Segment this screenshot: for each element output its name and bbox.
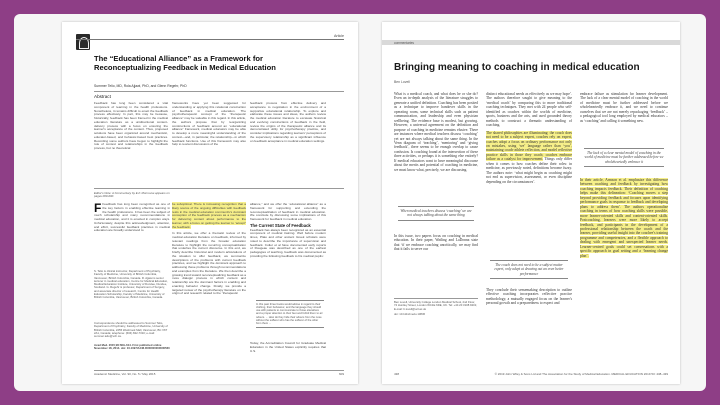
body-column-2-mid: Things only differ when it comes to how coaches define their roles: in medicine, as previously noted, definitions become fuzzy. The authors note: ‘what might begin as coaching might not end as supervision, assessment, or even discipline depending on the circumstances’. (486, 157, 572, 184)
doi: doi: 10.1111/medu.13836 (394, 312, 426, 317)
footer-page-number: 438 (394, 372, 400, 376)
footer-journal: Academic Medicine, Vol. 90, No. 5 / May 2015 (94, 372, 156, 376)
article-authors: Summer Telio, MD, Rola Ajjawi, PhD, and Glenn Regehr, PhD (94, 84, 187, 88)
body-column-2-text: distinct educational needs as effectively as we may hope’. The authors therefore sought to give meaning to the ‘medical coach’ by comparing this to more traditional coaching techniques. They met with 24 people who self-identified as coaches within the worlds of medicine, sports, business and the arts, and used grounded theory methods to construct a thematic understanding of coaching. (486, 92, 572, 128)
header-rule (76, 39, 344, 40)
correspondence (394, 298, 478, 317)
article-title: Bringing meaning to coaching in medical education (394, 62, 640, 73)
block-quote: In this past three books would advise in regard to their clothing, their behaviour, and the language they should use with patients to communicate to those elsewhere and a proper attention to their feet and forbid them to air odours. ... How do they hide their odours from the nose without the sufferer who has the sufferer of the other from them ... (256, 300, 324, 328)
body-column-2-text: In this article, we offer a thematic review of the medical education literature on feedback, informed by relevant readings from the broader education literature to highlight the recurring conceptualization that underlies the current discourse. In this end, we briefly describe historical and modern articulations of the situation to offer feedback, we summarize descriptions of the problems with current feedback practices, and we highlight the dominant approach to addressing these problems through recommendations and examples from the literature. We then describe a growing trend toward reconceptualizing feedback as a more dialogic process in which content and relationship are the dominant factors in enabling and enacting behavior change. Finally, we provide a targeted review of the psychotherapy literature on the origin of and research related to the “therapeutic (172, 231, 246, 296)
citation-info: Acad Med. 2015;90:609–614. First published online November 18, 2014. doi: 10.1097/ACM.0000000000000560 (94, 343, 170, 351)
highlighted-passage: be suboptimal. There is increasing recognition that a likely source of the ongoing difficulties with feedback rests in the medical education community's dominant conception of the feedback process as a mechanism for delivering content about performance to the learner, with a focus on getting the learner to “accept” the feedback. (172, 202, 246, 229)
highlighted-passage: In their article, Armson et al. emphasize this difference between coaching and feedback by investigating how coaching impacts feedback. Their definition of coaching helps make this delineation: ‘Coaching moves a step beyond providing feedback and focuses upon identifying performance goals in response to feedback and developing plans to address them’. The authors operationalize coaching in terms of how coaching skills were possible, more learner-oriented skills and content-oriented skills. Postcoaching, learners were more likely to accept feedback, and participants in the development of a professional relationship between the coach and the learner, providing useful insight into the coachee's training programme and competencies, and a flexible approach to dealing with emergent and unexpected learner needs. Learner-centred goals could set conversations with a specific approach in goal setting and a ‘learning change plan’. (580, 178, 668, 258)
journal-logo-icon (76, 34, 90, 50)
body-column-3: embrace failure as stimulation for learner development. The lack of a clear mental model of coaching in the world of medicine must be further addressed before we wholeheartedly embrace it, and we need to continue ourselves that we are not merely repackaging ‘feedback’ – a pedagogical tool long employed by medical educators – as ‘coaching’ and calling it something new. (580, 92, 668, 123)
slide-frame (14, 14, 706, 391)
divider (94, 91, 344, 92)
divider (94, 188, 344, 189)
abstract-column-2: frameworks have yet been suggested for understanding or applying this relational construction of feedback in medical education. The psychotherapeutic concept of the “therapeutic alliance” may be valuable in this regard. In this article, the authors propose that by reorganizing constructions of feedback around an “educational alliance” framework, medical educators may be able to develop a more meaningful understanding of the context—and, in particular, the relationship—in which feedback functions. Use of this framework may also help to reorient discussions of the (172, 101, 246, 147)
body-intro-text: Feedback has long been recognized as one of the key factors in enabling effective learning in the health professions. It has been the subject of much scholarship and many recommendations in medical education, and it is enacted in complex ways. Unfortunately, despite this acknowledgment, attention, and effort, successful feedback practices in medical education are broadly understood to (94, 202, 170, 233)
section-heading-current-state: The Current State of Feedback (250, 222, 311, 228)
abstract-column-3: feedback process from effective delivery and acceptance to negotiation in the environment of a supportive educational relationship. To explore and elaborate these issues and ideas, the authors review the medical education literature to excavate historical and evolving constructions of feedback in the field, review the origins of the therapeutic alliance and its demonstrated utility for psychotherapy practice, and consider implications regarding learners' perceptions of the supervisory relationship as a significant influence on feedback acceptance in medical education settings. (250, 101, 326, 143)
correspondence-text: Ben Lovell, University College London Medical School, 2nd Floor, 74 Huntley Street, London WC1E 6DE, UK. Tel: +44 20 3108 9201; E-mail: b.lovell@ucl.ac.uk (394, 300, 478, 311)
abstract-heading: Abstract (94, 94, 111, 99)
pull-quote-2: The coach does not need to be a subject matter expert, only adept at drawing out an even better performance (490, 260, 568, 279)
page-footer (394, 372, 668, 376)
abstract-column-1: Feedback has long been considered a vital component of learning in the health professions. Nonetheless, it remains difficult to enact the feedback process effectively. In part, this may be because, historically, feedback has been framed in the medical education literature as a unidirectional content-delivery process with a focus on ensuring the learner's acceptance of the content. Thus, proposed solutions have been organized around mechanistic, educator-based, and behavior-based best practices. Recording some authors have begun to highlight the role of context and relationships in the feedback process, but no theoretical (94, 101, 168, 150)
article-author: Ben Lovell (394, 80, 410, 84)
footer-page-number: 609 (338, 372, 344, 376)
article-page-right (382, 22, 680, 384)
body-intro (94, 203, 170, 233)
body-column-2 (172, 203, 246, 296)
body-column-3-highlighted (580, 178, 668, 258)
pull-quote-3: The lack of a clear mental model of coaching in the world of medicine must be further addressed before we wholeheartedly embrace it (584, 148, 664, 167)
section-label: Article (334, 34, 344, 38)
body-column-2 (486, 92, 572, 184)
body-column-3-end: Today, the Accreditation Council for Graduate Medical Education in the United States explicitly requires that U.S. (250, 341, 326, 353)
body-column-2-end: They conclude their sensemaking description to outline effective coaching incorporates reflective practice methodology, a mutually engaged focus on the learner's personal growth and a preparedness to expect and (486, 288, 572, 306)
drop-cap: F (94, 201, 102, 215)
body-column-3-intro: alliance,” and we offer the “educational alliance” as a framework for supporting and extending the reconceptualization of feedback in medical education. We conclude by discussing some implications of this framework for feedback in medical education. (250, 202, 326, 221)
footer-copyright: © 2019 John Wiley & Sons Ltd and The Association for the Study of Medical Education. MEDICAL EDUCATION 2019 53: 438–439 (494, 372, 668, 376)
author-affiliations: S. Telio is clinical instructor, Department of Psychiatry, Faculty of Medicine, University of British Columbia, Vancouver, British Columbia, Canada. R. Ajjawi is senior lecturer in medical education, Centre for Medical Education, Medical Education Institute, University of Dundee, Dundee, Scotland. G. Regehr is professor, Department of Surgery, and associate director of research, Centre for Health Education Scholarship, Faculty of Medicine, University of British Columbia, Vancouver, British Columbia, Canada. (94, 269, 169, 300)
body-column-1: What is a medical coach, and what does he or she do? Even an in-depth analysis of the literature struggles to generate a unified definition. Coaching has been posited as a technique to improve handover skills in the operating room, some technical skills such as patient communication, and leadership and even physician wellbeing. The evidence base is modest, but growing. However, a universal agreement on the definition and purpose of coaching in medicine remains elusive. There are instances where medical teachers discuss ‘coaching’ yet are not always talking about the same thing. In the Venn diagram of ‘teaching’, ‘mentoring’ and ‘giving feedback’, there seems to be enough overlap to cause confusion. Is coaching found at the intersection of these three activities, or perhaps it is something else entirely? If medical educators want to have meaningful discourse about the merits and potential of coaching in medicine, we must know what, precisely, we are discussing. (394, 92, 478, 172)
body-column-1-end: In this issue, two papers focus on coaching in medical education. In their paper, Watling and LaDonna state that ‘if we embrace coaching uncritically, we may find that it fails to serve our (394, 234, 478, 252)
body-column-3 (250, 203, 326, 259)
highlighted-passage: The shared philosophies are illuminating: the coach does not need to be a subject expert, coaches rely on expert, coaches adopt a focus on ordinary performance not only on mistakes, using ‘we’ language rather than ‘you’, maintaining coach-athlete reflection, and model reflective practice skills in those they coach; coaches embrace failure as a catalyst for improvement. (486, 130, 572, 162)
correspondence: Correspondence should be addressed to Summer Telio, Department of Psychiatry, Faculty of Medicine, University of British Columbia, 2255 Wesbrook Mall, Vancouver, BC V6T 2A1, Canada; telephone: (604) 822-7310; e-mail: summer.telio@vch.ca. (94, 321, 168, 339)
article-page-left (62, 22, 358, 384)
editor-note: Editor's Note: A Commentary by E.F. Monrouxe appears on pages 000-000. (94, 191, 170, 199)
section-band (382, 40, 680, 45)
body-column-3-text: Feedback has always been recognized as an essential component of medical training. Well before modern times, Plato and other ancient Greek scholars were noted to describe the importance of supervision and feedback. Cutler et al have documented early reports of Rougeau was described as one of the earliest pedagogies of teaching, feedback was documented as providing the following feedback to his medical pupils: (250, 227, 326, 258)
pull-quote-1: When medical teachers discuss ‘coaching’ we are not always talking about the same thing (398, 206, 474, 221)
page-footer (94, 370, 344, 377)
article-title: The “Educational Alliance” as a Framework for Reconceptualizing Feedback in Medical Education (94, 54, 276, 72)
section-label: commentaries (394, 41, 415, 45)
